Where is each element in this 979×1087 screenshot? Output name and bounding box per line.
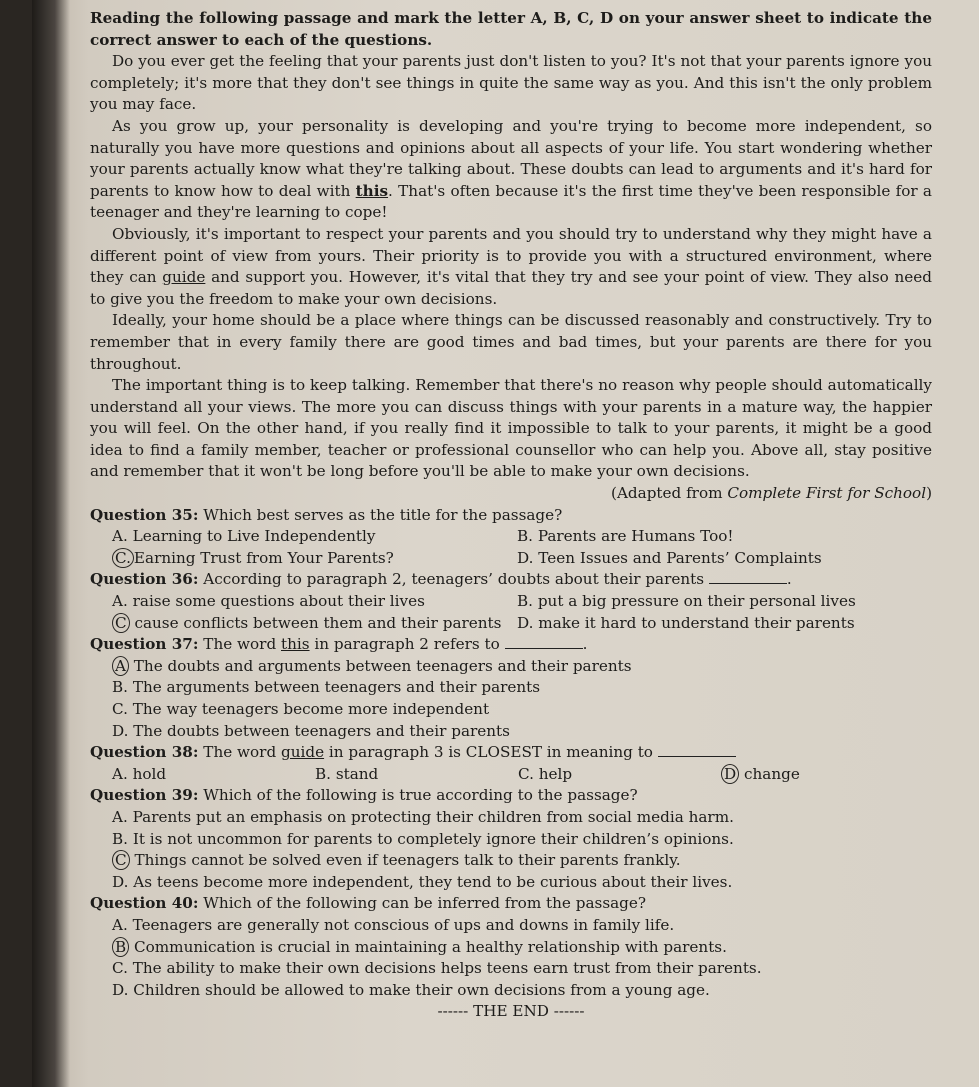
question-35 <box>90 505 932 527</box>
answer-circle-35: C. <box>112 548 134 568</box>
question-37-stem-a: The word <box>198 635 281 654</box>
question-35-options <box>90 526 932 569</box>
question-40-stem: Which of the following can be inferred from the passage? <box>198 894 647 913</box>
question-38-stem-a: The word <box>198 743 281 762</box>
question-38 <box>90 742 932 764</box>
option-37-a[interactable] <box>90 656 932 678</box>
option-35-d[interactable]: D. Teen Issues and Parents’ Complaints <box>517 548 822 567</box>
option-38-a[interactable]: A. hold <box>112 764 167 783</box>
option-37-a-text: The doubts and arguments between teenagers and their parents <box>128 656 632 675</box>
answer-circle-37: A <box>112 656 129 676</box>
paragraph-1: Do you ever get the feeling that your parents just don't listen to you? It's not that your parents ignore you completely; it's more that they don't see things in quite the same way as you. And this isn't the only problem you may face. <box>90 52 932 114</box>
question-36 <box>90 569 932 591</box>
source-suffix: ) <box>926 484 932 503</box>
question-37-keyword: this <box>281 635 310 654</box>
question-40 <box>90 893 932 915</box>
source-prefix: (Adapted from <box>611 484 728 503</box>
question-39-label: Question 39: <box>90 786 199 805</box>
option-39-b[interactable]: B. It is not uncommon for parents to completely ignore their children’s opinions. <box>112 829 734 848</box>
keyword-guide: guide <box>162 268 206 287</box>
paragraph-3-text-a: Obviously, it's important to respect your parents and you should try to understand why they might have a different point of view from yours. Their priority is to provide you with a structured environment, where they can <box>90 224 932 287</box>
question-38-keyword: guide <box>281 743 325 762</box>
answer-blank-38 <box>658 756 736 757</box>
question-36-end: . <box>786 570 792 589</box>
the-end-footer: ------ THE END ------ <box>437 1002 585 1021</box>
page-shadow <box>32 0 70 1087</box>
option-40-b[interactable] <box>90 937 932 959</box>
question-37 <box>90 634 932 656</box>
option-37-c[interactable]: C. The way teenagers become more independent <box>112 700 490 718</box>
question-38-stem-b: in paragraph 3 is CLOSEST in meaning to <box>324 743 653 762</box>
paragraph-2-text-b: . That's often because it's the first time they've been responsible for a teenager and they're learning to cope! <box>90 181 932 222</box>
option-39-c[interactable] <box>90 850 932 872</box>
option-36-b[interactable]: B. put a big pressure on their personal lives <box>517 592 856 611</box>
answer-blank-36 <box>709 583 787 584</box>
option-40-d[interactable]: D. Children should be allowed to make their own decisions from a young age. <box>112 980 710 999</box>
source-title: Complete First for School <box>727 484 927 503</box>
option-40-a[interactable]: A. Teenagers are generally not conscious of ups and downs in family life. <box>112 915 675 934</box>
source-citation <box>90 483 932 505</box>
paragraph-2-text-a: As you grow up, your personality is developing and you're trying to become more independent, so naturally you have more questions and opinions about all aspects of your life. You start wondering whether your parents actually know what they're talking about. These doubts can lead to arguments and it's hard for parents to know how to deal with <box>90 116 932 200</box>
exam-content <box>90 8 932 1023</box>
option-35-b[interactable]: B. Parents are Humans Too! <box>517 527 734 546</box>
option-38-d[interactable] <box>721 764 932 786</box>
question-40-label: Question 40: <box>90 894 199 913</box>
keyword-this: this <box>355 181 389 200</box>
option-39-a[interactable]: A. Parents put an emphasis on protecting their children from social media harm. <box>112 807 734 826</box>
question-39-stem: Which of the following is true according to the passage? <box>198 786 638 805</box>
question-35-label: Question 35: <box>90 505 199 524</box>
question-36-stem: According to paragraph 2, teenagers’ doubts about their parents <box>198 570 705 589</box>
option-39-c-text: Things cannot be solved even if teenagers talk to their parents frankly. <box>129 851 681 870</box>
option-38-c[interactable]: C. help <box>518 764 573 783</box>
question-36-options <box>90 591 932 634</box>
option-35-c[interactable] <box>112 548 517 570</box>
option-38-d-text: change <box>739 764 800 783</box>
question-37-stem-b: in paragraph 2 refers to <box>309 635 500 654</box>
option-38-b[interactable]: B. stand <box>315 764 379 783</box>
paragraph-3 <box>90 224 932 310</box>
question-37-label: Question 37: <box>90 635 199 654</box>
instruction: Reading the following passage and mark the letter A, B, C, D on your answer sheet to indicate the correct answer to each of the questions. <box>90 9 932 49</box>
option-36-a[interactable]: A. raise some questions about their lives <box>112 592 425 611</box>
answer-blank-37 <box>505 648 583 649</box>
exam-page <box>32 0 979 1087</box>
option-36-c[interactable] <box>112 613 517 635</box>
question-37-end: . <box>582 635 588 654</box>
option-39-d[interactable]: D. As teens become more independent, they tend to be curious about their lives. <box>112 872 733 891</box>
answer-circle-36: C <box>112 613 130 633</box>
paragraph-4: Ideally, your home should be a place where things can be discussed reasonably and constructively. Try to remember that in every family there are good times and bad times, but your parents are there for you throughout. <box>90 311 932 373</box>
option-40-c[interactable]: C. The ability to make their own decisions helps teens earn trust from their parents. <box>112 959 762 978</box>
question-39 <box>90 785 932 807</box>
option-37-d[interactable]: D. The doubts between teenagers and their parents <box>112 721 510 740</box>
option-36-d[interactable]: D. make it hard to understand their parents <box>517 613 855 632</box>
answer-circle-39: C <box>112 850 130 870</box>
question-36-label: Question 36: <box>90 570 199 589</box>
paragraph-2 <box>90 116 932 224</box>
answer-circle-40: B <box>112 937 129 957</box>
paragraph-3-text-b: and support you. However, it's vital that they try and see your point of view. They also need to give you the freedom to make your own decisions. <box>90 268 932 308</box>
question-38-label: Question 38: <box>90 743 199 762</box>
option-36-c-text: cause conflicts between them and their parents <box>129 613 502 632</box>
question-38-options <box>90 764 932 786</box>
option-37-b[interactable]: B. The arguments between teenagers and their parents <box>112 678 541 697</box>
option-40-b-text: Communication is crucial in maintaining a healthy relationship with parents. <box>129 937 727 956</box>
option-35-a[interactable]: A. Learning to Live Independently <box>112 527 376 546</box>
option-35-c-text: Earning Trust from Your Parents? <box>133 548 394 567</box>
paragraph-5: The important thing is to keep talking. Remember that there's no reason why people should automatically understand all your views. The more you can discuss things with your parents in a mature way, the happier you will feel. On the other hand, if you really find it impossible to talk to your parents, it might be a good idea to find a family member, teacher or professional counsellor who can help you. Above all, stay positive and remember that it won't be long before you'll be able to make your own decisions. <box>90 376 932 481</box>
question-35-stem: Which best serves as the title for the passage? <box>198 505 563 524</box>
answer-circle-38: D <box>721 764 739 784</box>
